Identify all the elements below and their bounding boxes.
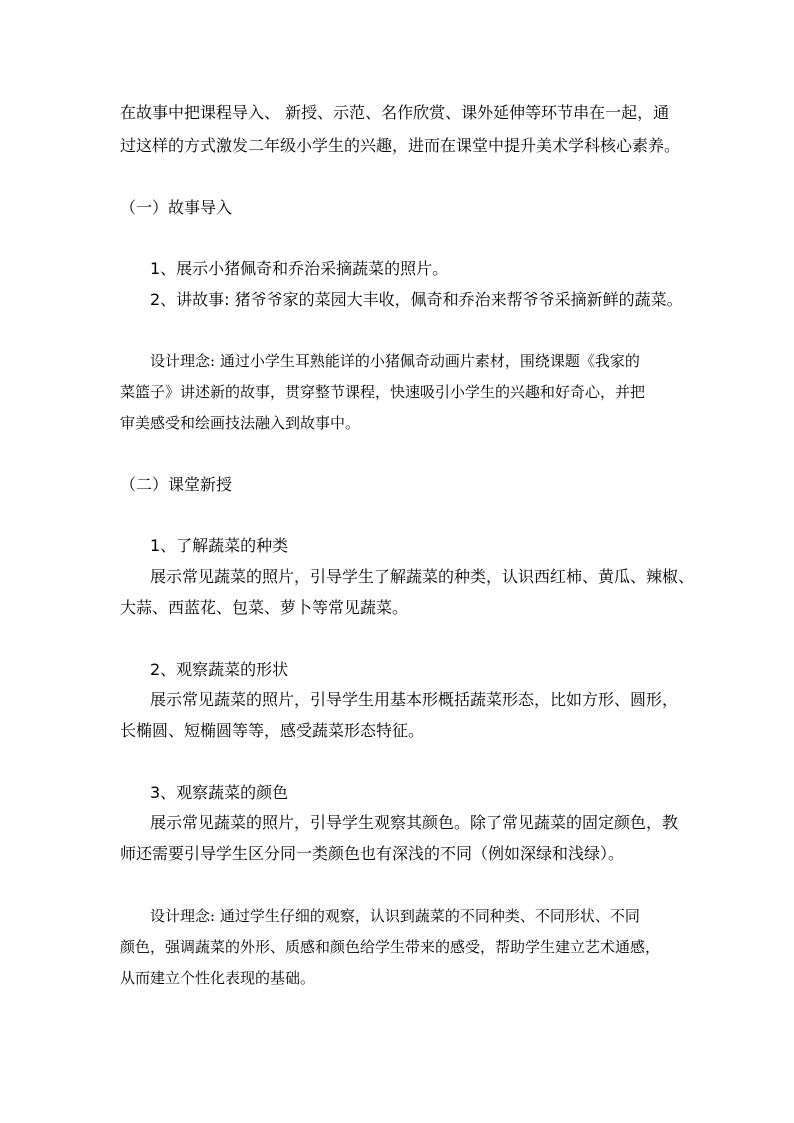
list-item: 1、展示小猪佩奇和乔治采摘蔬菜的照片。 <box>150 259 449 278</box>
design-note-line: 从而建立个性化表现的基础。 <box>120 969 316 987</box>
list-item: 2、讲故事: 猪爷爷家的菜园大丰收，佩奇和乔治来帮爷爷采摘新鲜的蔬菜。 <box>150 290 683 309</box>
body-line: 展示常见蔬菜的照片，引导学生用基本形概括蔬菜形态，比如方形、圆形， <box>150 690 679 709</box>
section-heading: （二）课堂新授 <box>120 475 233 494</box>
design-note-line: 审美感受和绘画技法融入到故事中。 <box>120 414 361 432</box>
subsection-title: 1、了解蔬菜的种类 <box>150 536 289 555</box>
design-note-line: 设计理念: 通过小学生耳熟能详的小猪佩奇动画片素材，围绕课题《我家的 <box>150 352 640 370</box>
subsection-title: 2、观察蔬菜的形状 <box>150 660 289 679</box>
body-line: 展示常见蔬菜的照片，引导学生观察其颜色。除了常见蔬菜的固定颜色，教 <box>150 813 679 832</box>
body-line: 展示常见蔬菜的照片，引导学生了解蔬菜的种类，认识西红柿、黄瓜、辣椒、 <box>150 567 695 586</box>
intro-line: 过这样的方式激发二年级小学生的兴趣，进而在课堂中提升美术学科核心素养。 <box>120 136 681 155</box>
body-line: 师还需要引导学生区分同一类颜色也有深浅的不同（例如深绿和浅绿）。 <box>120 844 625 863</box>
intro-line: 在故事中把课程导入、 新授、示范、名作欣赏、课外延伸等环节串在一起，通 <box>120 103 670 122</box>
design-note-line: 设计理念: 通过学生仔细的观察，认识到蔬菜的不同种类、不同形状、不同 <box>150 907 640 925</box>
design-note-line: 菜篮子》讲述新的故事，贯穿整节课程，快速吸引小学生的兴趣和好奇心，并把 <box>120 383 646 401</box>
design-note-line: 颜色，强调蔬菜的外形、质感和颜色给学生带来的感受，帮助学生建立艺术通感， <box>120 938 661 956</box>
subsection-title: 3、观察蔬菜的颜色 <box>150 783 289 802</box>
body-line: 长椭圆、短椭圆等等，感受蔬菜形态特征。 <box>120 721 425 740</box>
body-line: 大蒜、西蓝花、包菜、萝卜等常见蔬菜。 <box>120 598 409 617</box>
section-heading: （一）故事导入 <box>120 198 233 217</box>
